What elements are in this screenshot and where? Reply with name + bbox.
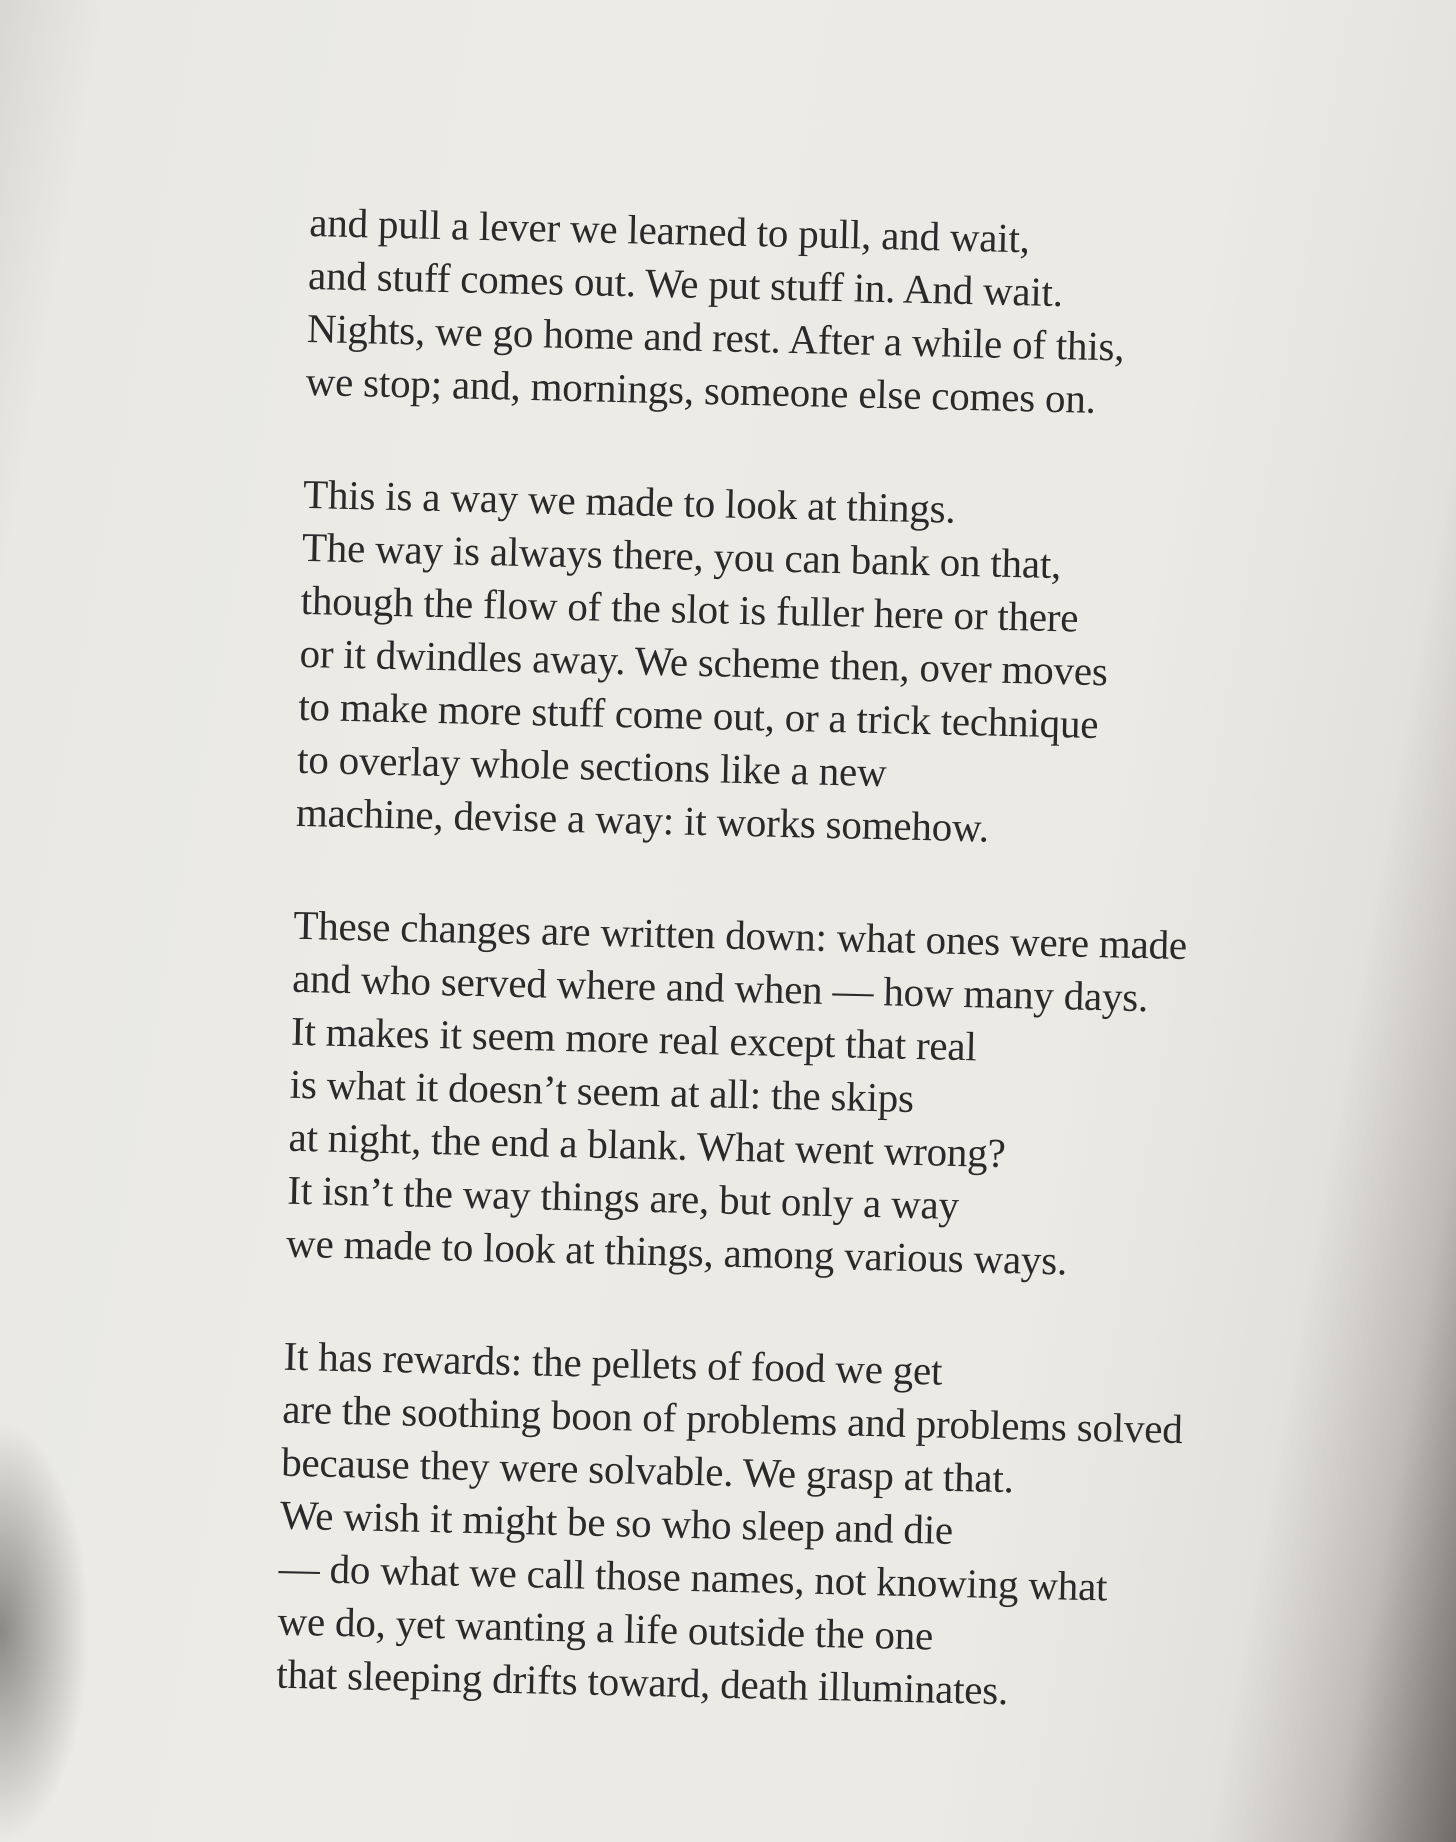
poem-line: and pull a lever we learned to pull, and wait, xyxy=(308,198,1031,262)
poem-line: because they were solvable. We grasp at that. xyxy=(280,1438,1015,1502)
stanza-3 xyxy=(286,899,1374,1294)
poem-line: or it dwindles away. We scheme then, over moves xyxy=(299,629,1109,695)
poem-line: we stop; and, mornings, someone else comes on. xyxy=(305,357,1097,422)
poem-line: We wish it might be so who sleep and die xyxy=(279,1491,954,1553)
poem-line: These changes are written down: what ones were made xyxy=(292,901,1188,969)
stanza-4 xyxy=(276,1330,1364,1725)
page-shadow xyxy=(0,1420,90,1842)
poem-line: though the flow of the slot is fuller here or there xyxy=(300,576,1079,641)
stanza-1 xyxy=(305,196,1390,432)
poem-line: machine, devise a way: it works somehow. xyxy=(295,788,990,851)
poem-line: Nights, we go home and rest. After a while of this, xyxy=(306,304,1125,370)
poem-line: is what it doesn’t seem at all: the skips xyxy=(289,1060,915,1121)
poem-line: at night, the end a blank. What went wrong? xyxy=(288,1113,1007,1177)
poem-line: we do, yet wanting a life outside the one xyxy=(277,1597,934,1659)
poem-line: It has rewards: the pellets of food we get xyxy=(283,1332,943,1394)
poem-line: and stuff comes out. We put stuff in. And wait. xyxy=(307,251,1064,316)
poem-line: are the soothing boon of problems and problems solved xyxy=(281,1385,1184,1453)
poem-line: that sleeping drifts toward, death illuminates. xyxy=(275,1650,1009,1714)
poem-line: — do what we call those names, not knowing what xyxy=(278,1544,1108,1610)
stanza-2 xyxy=(295,468,1383,863)
poem-line: This is a way we made to look at things. xyxy=(302,470,957,532)
poem-line: The way is always there, you can bank on that, xyxy=(301,523,1062,588)
poem-line: we made to look at things, among various ways. xyxy=(285,1219,1068,1284)
poem-line: It makes it seem more real except that real xyxy=(290,1007,978,1070)
poem-text xyxy=(274,196,1389,1785)
poem-line: and who served where and when — how many days. xyxy=(291,954,1149,1021)
poem-line: It isn’t the way things are, but only a way xyxy=(286,1166,960,1228)
poem-line: to make more stuff come out, or a trick technique xyxy=(297,682,1099,748)
poem-line: to overlay whole sections like a new xyxy=(296,735,888,796)
